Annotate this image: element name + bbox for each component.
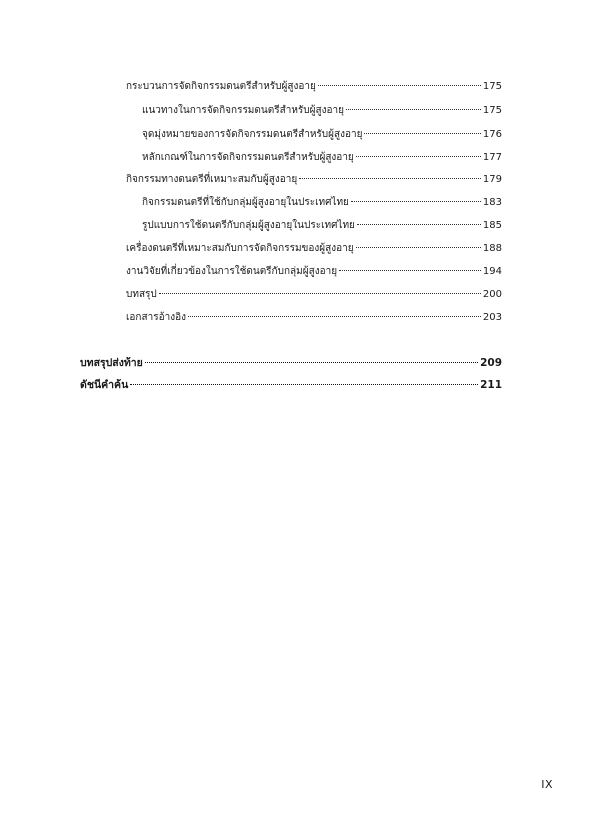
toc-entry-page: 183 xyxy=(482,197,502,208)
page-number: IX xyxy=(541,778,553,791)
toc-chapter-entry[interactable] xyxy=(80,378,502,392)
toc-entry[interactable] xyxy=(142,128,502,142)
dot-leader xyxy=(145,362,478,363)
toc-entry-title: ดัชนีคำค้น xyxy=(80,379,129,391)
dot-leader xyxy=(357,224,481,225)
toc-entry-title: จุดมุ่งหมายของการจัดกิจกรรมดนตรีสำหรับผู้สูงอายุ xyxy=(142,129,363,140)
toc-entry-page: 175 xyxy=(482,81,502,92)
toc-entry-title: บทสรุป xyxy=(126,289,157,300)
dot-leader xyxy=(346,109,481,110)
toc-entry[interactable] xyxy=(142,104,502,118)
toc-entry[interactable] xyxy=(142,151,502,165)
toc-entry-title: หลักเกณฑ์ในการจัดกิจกรรมดนตรีสำหรับผู้สูงอายุ xyxy=(142,152,354,163)
dot-leader xyxy=(130,384,478,385)
toc-entry-page: 211 xyxy=(480,379,502,391)
toc-entry-page: 209 xyxy=(480,357,502,369)
dot-leader xyxy=(188,316,481,317)
toc-entry-page: 203 xyxy=(482,312,502,323)
toc-entry-title: แนวทางในการจัดกิจกรรมดนตรีสำหรับผู้สูงอายุ xyxy=(142,105,344,116)
toc-entry[interactable] xyxy=(126,173,502,187)
toc-entry[interactable] xyxy=(126,265,502,279)
dot-leader xyxy=(339,270,481,271)
dot-leader xyxy=(318,85,481,86)
dot-leader xyxy=(364,133,480,134)
toc-entry-page: 200 xyxy=(482,289,502,300)
toc-entry-title: กิจกรรมดนตรีที่ใช้กับกลุ่มผู้สูงอายุในประเทศไทย xyxy=(142,197,349,208)
dot-leader xyxy=(356,247,481,248)
toc-entry-title: งานวิจัยที่เกี่ยวข้องในการใช้ดนตรีกับกลุ่มผู้สูงอายุ xyxy=(126,266,338,277)
toc-entry[interactable] xyxy=(126,242,502,256)
toc-entry[interactable] xyxy=(126,311,502,325)
toc-entry-page: 177 xyxy=(482,152,502,163)
dot-leader xyxy=(351,201,481,202)
toc-entry-page: 185 xyxy=(482,220,502,231)
dot-leader xyxy=(159,293,481,294)
toc-entry-title: เอกสารอ้างอิง xyxy=(126,312,186,323)
toc-entry-page: 194 xyxy=(482,266,502,277)
toc-entry-page: 176 xyxy=(482,129,502,140)
toc-entry-title: รูปแบบการใช้ดนตรีกับกลุ่มผู้สูงอายุในประเทศไทย xyxy=(142,220,355,231)
toc-entry-title: กระบวนการจัดกิจกรรมดนตรีสำหรับผู้สูงอายุ xyxy=(126,81,316,92)
toc-entry[interactable] xyxy=(126,80,502,94)
toc-entry-title: เครื่องดนตรีที่เหมาะสมกับการจัดกิจกรรมของผู้สูงอายุ xyxy=(126,243,354,254)
toc-entry-title: กิจกรรมทางดนตรีที่เหมาะสมกับผู้สูงอายุ xyxy=(126,174,298,185)
toc-entry-page: 179 xyxy=(482,174,502,185)
toc-entry-page: 188 xyxy=(482,243,502,254)
toc-entry[interactable] xyxy=(126,288,502,302)
dot-leader xyxy=(299,178,481,179)
toc-entry-page: 175 xyxy=(482,105,502,116)
toc-entry[interactable] xyxy=(142,196,502,210)
toc-chapter-entry[interactable] xyxy=(80,356,502,370)
toc-entry-title: บทสรุปส่งท้าย xyxy=(80,357,143,369)
dot-leader xyxy=(356,156,481,157)
toc-entry[interactable] xyxy=(142,219,502,233)
